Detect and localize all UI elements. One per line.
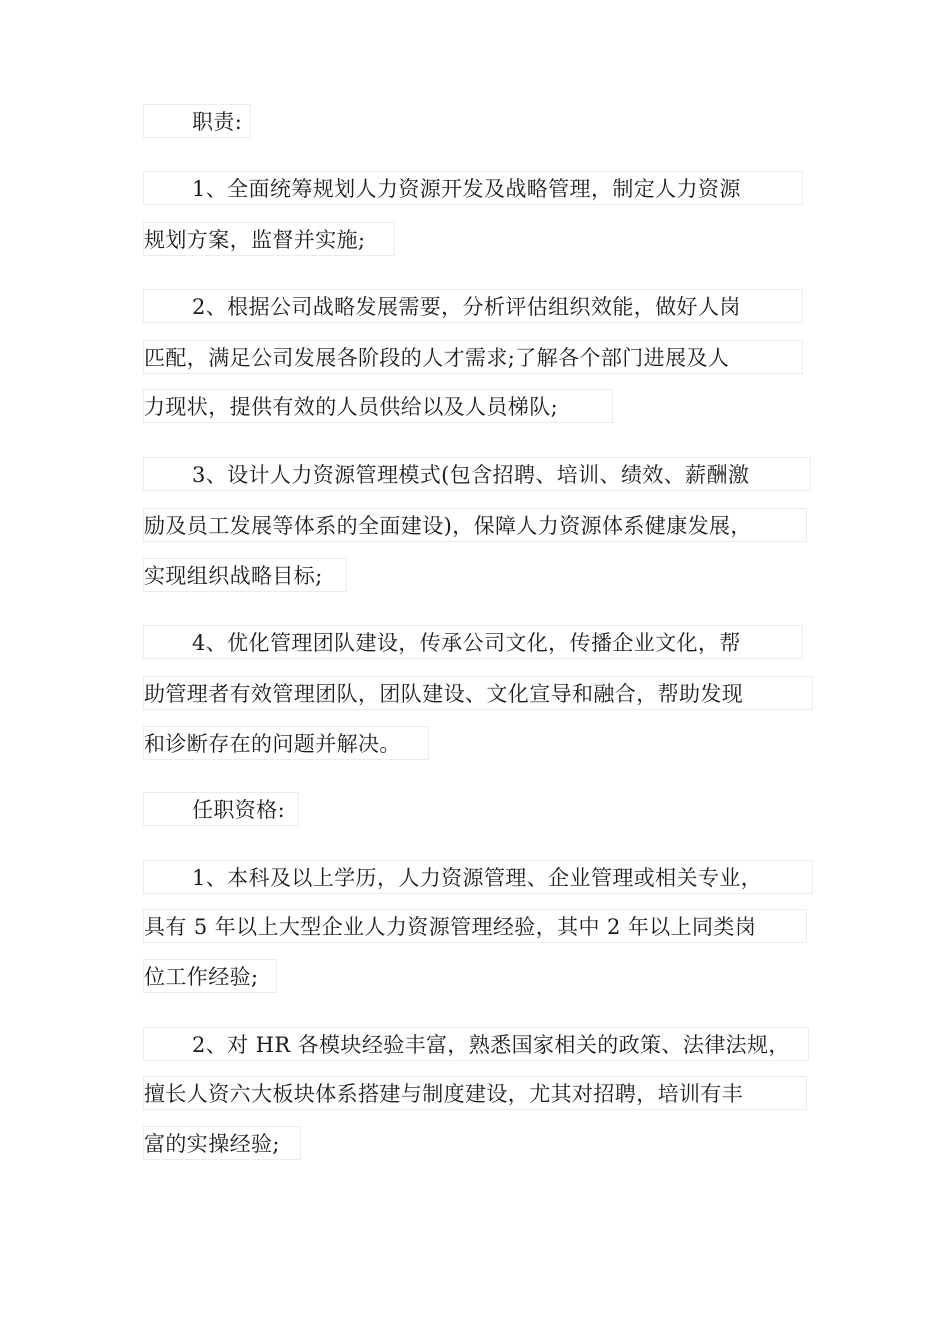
paragraph-line: 擅长人资六大板块体系搭建与制度建设，尤其对招聘，培训有丰 [143,1076,807,1110]
paragraph-line: 励及员工发展等体系的全面建设)，保障人力资源体系健康发展， [143,508,807,542]
paragraph-line: 4、优化管理团队建设，传承公司文化，传播企业文化，帮 [143,625,803,659]
paragraph-line: 富的实操经验; [143,1126,301,1160]
paragraph-line: 2、根据公司战略发展需要，分析评估组织效能，做好人岗 [143,289,803,323]
paragraph-line: 实现组织战略目标; [143,558,347,592]
paragraph-line: 2、对 HR 各模块经验丰富，熟悉国家相关的政策、法律法规， [143,1027,809,1061]
section-heading-qualifications: 任职资格: [143,792,299,826]
paragraph-line: 具有 5 年以上大型企业人力资源管理经验，其中 2 年以上同类岗 [143,909,807,943]
paragraph-line: 3、设计人力资源管理模式(包含招聘、培训、绩效、薪酬激 [143,457,811,491]
paragraph-line: 和诊断存在的问题并解决。 [143,726,429,760]
paragraph-line: 助管理者有效管理团队，团队建设、文化宣导和融合，帮助发现 [143,676,813,710]
paragraph-line: 匹配，满足公司发展各阶段的人才需求;了解各个部门进展及人 [143,340,803,374]
paragraph-line: 1、全面统筹规划人力资源开发及战略管理，制定人力资源 [143,171,803,205]
paragraph-line: 力现状，提供有效的人员供给以及人员梯队; [143,389,613,423]
paragraph-line: 位工作经验; [143,959,277,993]
section-heading-duties: 职责: [143,104,251,138]
paragraph-line: 1、本科及以上学历，人力资源管理、企业管理或相关专业， [143,860,813,894]
paragraph-line: 规划方案，监督并实施; [143,222,395,256]
